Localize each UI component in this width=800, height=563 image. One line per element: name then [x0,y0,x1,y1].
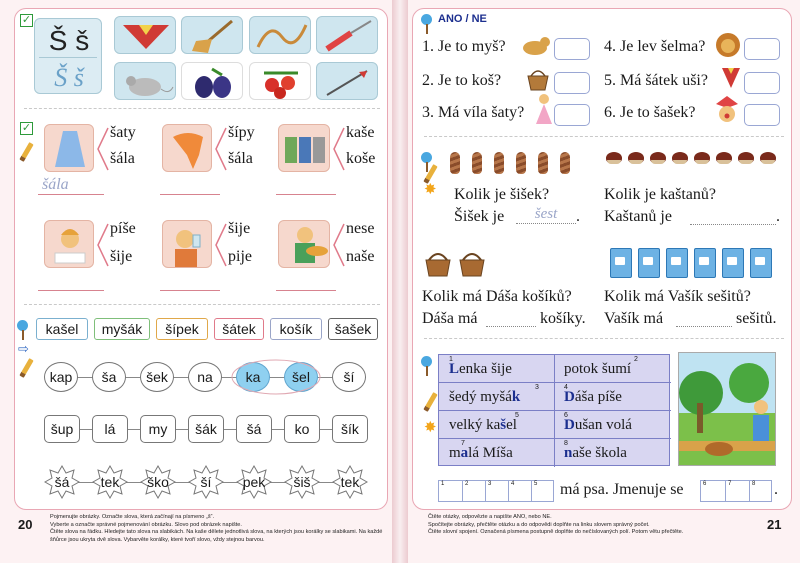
scarf-icon [720,64,742,92]
word-option[interactable]: šála [110,150,135,167]
arrow-icon: ⇨ [18,342,29,357]
syllable-bead[interactable]: ší [332,362,366,392]
notebook-icon [610,248,632,278]
word-option[interactable]: naše [346,248,375,265]
instructions: Čtěte otázky, odpovězte a napište ANO, nebo NE. Spočítejte obrázky, přečtěte otázku a do odpovědi doplňte na linku slovem správný počet. Čtěte slovní spojení. Označená písmena postupně doplňte do nečíslovaných polí. Potom větu přečtěte. [428,514,684,535]
pinecone-icon [516,152,526,174]
jester-icon [712,94,742,126]
syllable-bead[interactable]: šá [44,465,80,499]
syllable-bead[interactable]: my [140,415,176,443]
chestnut-icon [650,152,666,164]
answer-suffix: košíky. [540,310,586,327]
divider [24,304,380,305]
section-heading: ANO / NE [438,13,487,25]
divider [424,136,784,137]
answer-box[interactable] [554,72,590,94]
answer-line[interactable] [486,326,536,327]
question: 6. Je to šašek? [604,104,696,121]
bins-picture[interactable] [278,124,330,172]
question: 1. Je to myš? [422,38,506,55]
sentence-text: má psa. Jmenuje se [560,481,684,498]
word-option[interactable]: šála [228,150,253,167]
syllable-bead[interactable]: ško [140,465,176,499]
pinecone-icon [450,152,460,174]
word-option[interactable]: šaty [110,124,136,141]
syllable-bead[interactable]: šík [332,415,368,443]
phrase-cell[interactable]: 4 Dáša píše [554,383,671,411]
syllable-bead[interactable]: ša [92,362,126,392]
letter-script: Š š [54,63,84,92]
chestnut-icon [628,152,644,164]
phrase-cell[interactable]: 8 naše škola [564,440,627,461]
word-option[interactable]: pije [228,248,252,265]
phrase-cell[interactable]: 3 šedý myšák [439,383,554,411]
syllable-bead[interactable]: ko [284,415,320,443]
answer-prefix: Vašík má [604,310,664,327]
phrase-cell[interactable]: 5 velký kašel [439,411,554,439]
answer-prefix: Dáša má [422,310,478,327]
write-line[interactable] [38,194,104,195]
page-number: 21 [767,517,782,532]
handwriting-sample: šála [42,176,69,193]
phrase-cell[interactable]: 2 potok šumí [554,355,671,383]
write-line[interactable] [276,194,336,195]
park-illustration [678,352,776,466]
brush-icon [424,356,430,376]
syllable-bead[interactable]: na [188,362,222,392]
boy-drinking-picture[interactable] [162,220,212,268]
checkbox-icon: ✓ [21,121,32,134]
answer-box[interactable] [744,38,780,60]
question: Kolik má Dáša košíků? [422,288,572,305]
word-option[interactable]: nese [346,220,375,237]
phrase-cell[interactable]: 7 malá Míša [449,440,513,461]
word-tag[interactable]: kašel [36,318,88,340]
word-option[interactable]: koše [346,150,376,167]
phrase-cell[interactable]: 6 Dušan volá [554,411,671,439]
question: 2. Je to koš? [422,72,502,89]
notebook-icon [638,248,660,278]
write-line[interactable] [38,290,104,291]
word-tag[interactable]: šípek [156,318,208,340]
syllable-bead[interactable]: šák [188,415,224,443]
syllable-bead[interactable]: lá [92,415,128,443]
answer-box[interactable] [744,72,780,94]
rosehip-picture[interactable] [249,62,311,100]
left-page [0,0,392,563]
pinecone-icon [472,152,482,174]
letter-lower: š [75,25,90,56]
question: 4. Je lev šelma? [604,38,706,55]
write-line[interactable] [276,290,336,291]
syllable-bead[interactable]: tek [92,465,128,499]
answer-box[interactable] [554,38,590,60]
syllable-bead[interactable]: pek [236,465,272,499]
basket-icon [524,66,552,92]
question: Kolik má Vašík sešitů? [604,288,751,305]
mouse-picture[interactable] [114,62,176,100]
pinecone-icon [494,152,504,174]
arrow-picture[interactable] [316,62,378,100]
question: Kolik je kaštanů? [604,186,716,203]
syllable-bead[interactable]: šiš [284,465,320,499]
sun-icon: ✸ [424,180,437,198]
question: 5. Má šátek uši? [604,72,708,89]
write-line[interactable] [160,194,220,195]
syllable-bead[interactable]: ší [188,465,224,499]
dress-picture[interactable] [44,124,94,172]
boy-carrying-picture[interactable] [278,220,330,268]
syllable-bead[interactable]: šá [236,415,272,443]
scarf-picture[interactable] [162,124,212,172]
answer-line[interactable] [690,224,776,225]
plums-picture[interactable] [181,62,243,100]
chestnut-icon [694,152,710,164]
answer-prefix: Kaštanů je [604,208,672,225]
syllable-bead-highlighted[interactable]: šel [284,362,318,392]
syllable-bead-highlighted[interactable]: ka [236,362,270,392]
notebook-icon [666,248,688,278]
checkbox-icon: ✓ [21,13,32,26]
screwdriver-picture[interactable] [316,16,378,54]
letter-cells[interactable]: 1 2 3 4 5 [438,480,554,502]
answer-suffix: sešitů. [736,310,777,327]
scarf-picture[interactable] [114,16,176,54]
chestnut-icon [716,152,732,164]
word-option[interactable]: šije [110,248,133,265]
letter-card [34,18,102,94]
notebook-icon [694,248,716,278]
syllable-bead[interactable]: šek [140,362,174,392]
syllable-bead[interactable]: kap [44,362,78,392]
question: 3. Má víla šaty? [422,104,525,121]
word-option[interactable]: píše [110,220,136,237]
syllable-bead[interactable]: šup [44,415,80,443]
pinecone-icon [560,152,570,174]
pinecone-icon [538,152,548,174]
notebook-icon [722,248,744,278]
brush-icon [20,320,26,340]
chestnut-icon [760,152,776,164]
word-option[interactable]: kaše [346,124,375,141]
word-option[interactable]: šípy [228,124,255,141]
girl-writing-picture[interactable] [44,220,94,268]
chestnut-icon [672,152,688,164]
sun-icon: ✸ [424,418,437,436]
rope-picture[interactable] [249,16,311,54]
question: Kolik je šišek? [454,186,550,203]
syllable-bead[interactable]: tek [332,465,368,499]
divider [24,108,380,109]
divider [424,338,784,339]
word-tag[interactable]: šašek [328,318,378,340]
answer-prefix: Šišek je [454,208,505,225]
page-number: 20 [18,517,33,532]
right-page: ANO / NE 1. Je to myš? 2. Je to koš? 3. Má víla šaty? 4. Je lev šelma? 5. Má šátek uši? 6. Je to šašek? ✸ Kolik je šišek? Šišek je šest . Kolik je kaštanů? Kaštanů je . Kolik má Dáša košíků? Dáša má košíky. Kolik má Vašík sešitů? Vašík má sešitů. ✸ [408,0,800,563]
answer-box[interactable] [744,104,780,126]
word-option[interactable]: šije [228,220,251,237]
dog-icon [518,32,552,60]
answer-line[interactable]: šest [516,206,576,224]
answer-box[interactable] [554,104,590,126]
instructions: Pojmenujte obrázky. Označte slova, která začínají na písmeno „š“. Vyberte a označte správné pojmenování obrázku. Slovo pod obrázek napište. Čtěte slova na řádku. Hledejte tato slova na slabikách. Na kaše dělete jednotlivá slova, na kterých jsou korálky se slabikami. Na každé šňůrce jsou ukryta dvě slova. Vybarvěte korálky, které tvoří slovo, vždy stejnou barvou. [50,514,383,543]
brush-icon [424,14,430,34]
fairy-icon [534,92,554,126]
word-tag[interactable]: šátek [214,318,264,340]
write-line[interactable] [160,290,220,291]
chestnut-icon [606,152,622,164]
phrase-grid [438,354,670,466]
basket-icon [456,248,488,278]
letter-cells[interactable]: 6 7 8 [700,480,772,502]
chestnut-icon [738,152,754,164]
answer-line[interactable] [676,326,732,327]
phrase-cell[interactable]: 1 Lenka šije [439,355,554,383]
word-tag[interactable]: košík [270,318,322,340]
broom-picture[interactable] [181,16,243,54]
basket-icon [422,248,454,278]
word-tag[interactable]: myšák [94,318,150,340]
book-gutter [392,0,408,563]
notebook-icon [750,248,772,278]
letter-upper: Š [48,25,68,56]
lion-icon [714,30,742,60]
